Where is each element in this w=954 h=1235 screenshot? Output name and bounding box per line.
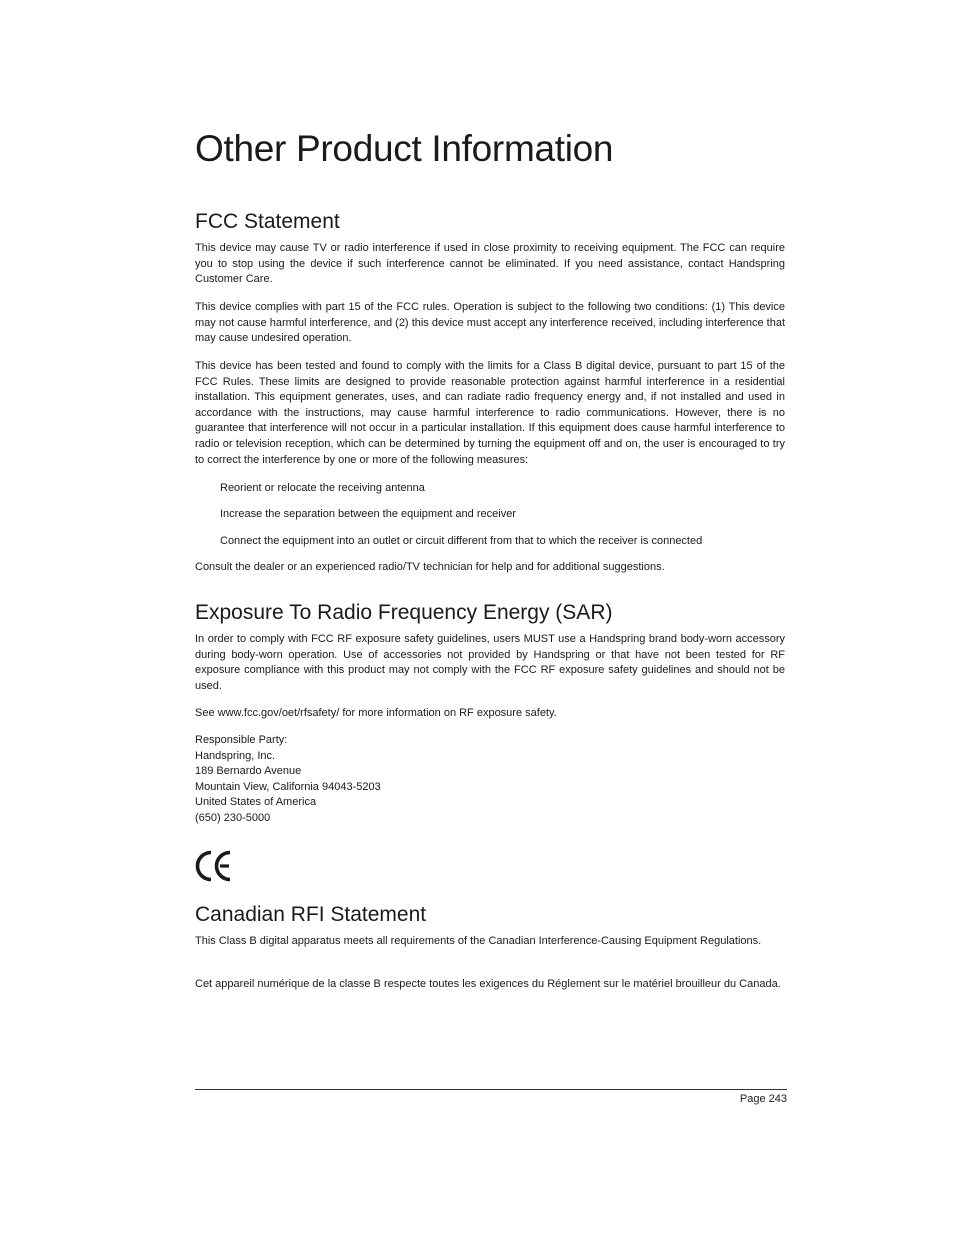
address-line: 189 Bernardo Avenue	[195, 765, 302, 778]
address-line: Responsible Party:	[195, 734, 288, 746]
fcc-measure-item: Increase the separation between the equipment and receiver	[220, 508, 516, 520]
page-title: Other Product Information	[195, 128, 614, 169]
fcc-paragraph-3: This device has been tested and found to comply with the limits for a Class B digital device, pursuant to part 15 of the FCC Rules. These limits are designed to provide reasonable protection against harmful interference in a residential installation. This equipment generates, uses, and can radiate radio frequency energy and, if not installed and used in accordance with the instructions, may cause harmful interference to radio communications. However, there is no guarantee that interference will not occur in a particular installation. If this equipment does cause harmful interference to radio or television reception, which can be determined by turning the equipment off and on, the user is encouraged to try to correct the interference by one or more of the following measures:	[195, 360, 785, 466]
fcc-paragraph-4: Consult the dealer or an experienced radio/TV technician for help and for additional suggestions.	[195, 561, 665, 573]
canadian-paragraph-2: Cet appareil numérique de la classe B respecte toutes les exigences du Réglement sur le matériel brouilleur du Canada.	[195, 978, 781, 990]
address-line: (650) 230-5000	[195, 811, 271, 824]
fcc-paragraph-1: This device may cause TV or radio interference if used in close proximity to receiving equipment. The FCC can require you to stop using the device if such interference cannot be eliminated. If you need assistance, contact Handspring Customer Care.	[195, 242, 785, 286]
address-line: Handspring, Inc.	[195, 749, 276, 762]
fcc-paragraph-2: This device complies with part 15 of the FCC rules. Operation is subject to the following two conditions: (1) This device may not cause harmful interference, and (2) this device must accept any interference received, including interference that may cause undesired operation.	[195, 301, 785, 345]
page-number: Page 243	[739, 1093, 787, 1105]
sar-heading: Exposure To Radio Frequency Energy (SAR)	[195, 601, 613, 624]
canadian-paragraph-1: This Class B digital apparatus meets all requirements of the Canadian Interference-Causing Equipment Regulations.	[195, 935, 762, 947]
ce-mark-icon	[195, 849, 233, 883]
address-line: Mountain View, California 94043-5203	[195, 780, 381, 793]
responsible-party-address	[195, 733, 381, 827]
fcc-heading: FCC Statement	[195, 210, 340, 233]
fcc-measure-item: Connect the equipment into an outlet or circuit different from that to which the receiver is connected	[220, 535, 703, 547]
footer-divider	[195, 1089, 787, 1090]
sar-paragraph-1: In order to comply with FCC RF exposure safety guidelines, users MUST use a Handspring brand body-worn accessory during body-worn operation. Use of accessories not provided by Handspring or that have not been tested for RF exposure compliance with this product may not comply with the FCC RF exposure safety guidelines and should not be used.	[195, 633, 785, 692]
canadian-heading: Canadian RFI Statement	[195, 903, 427, 926]
address-line: United States of America	[195, 796, 317, 809]
fcc-measure-item: Reorient or relocate the receiving antenna	[220, 482, 425, 494]
sar-paragraph-2: See www.fcc.gov/oet/rfsafety/ for more information on RF exposure safety.	[195, 707, 557, 719]
